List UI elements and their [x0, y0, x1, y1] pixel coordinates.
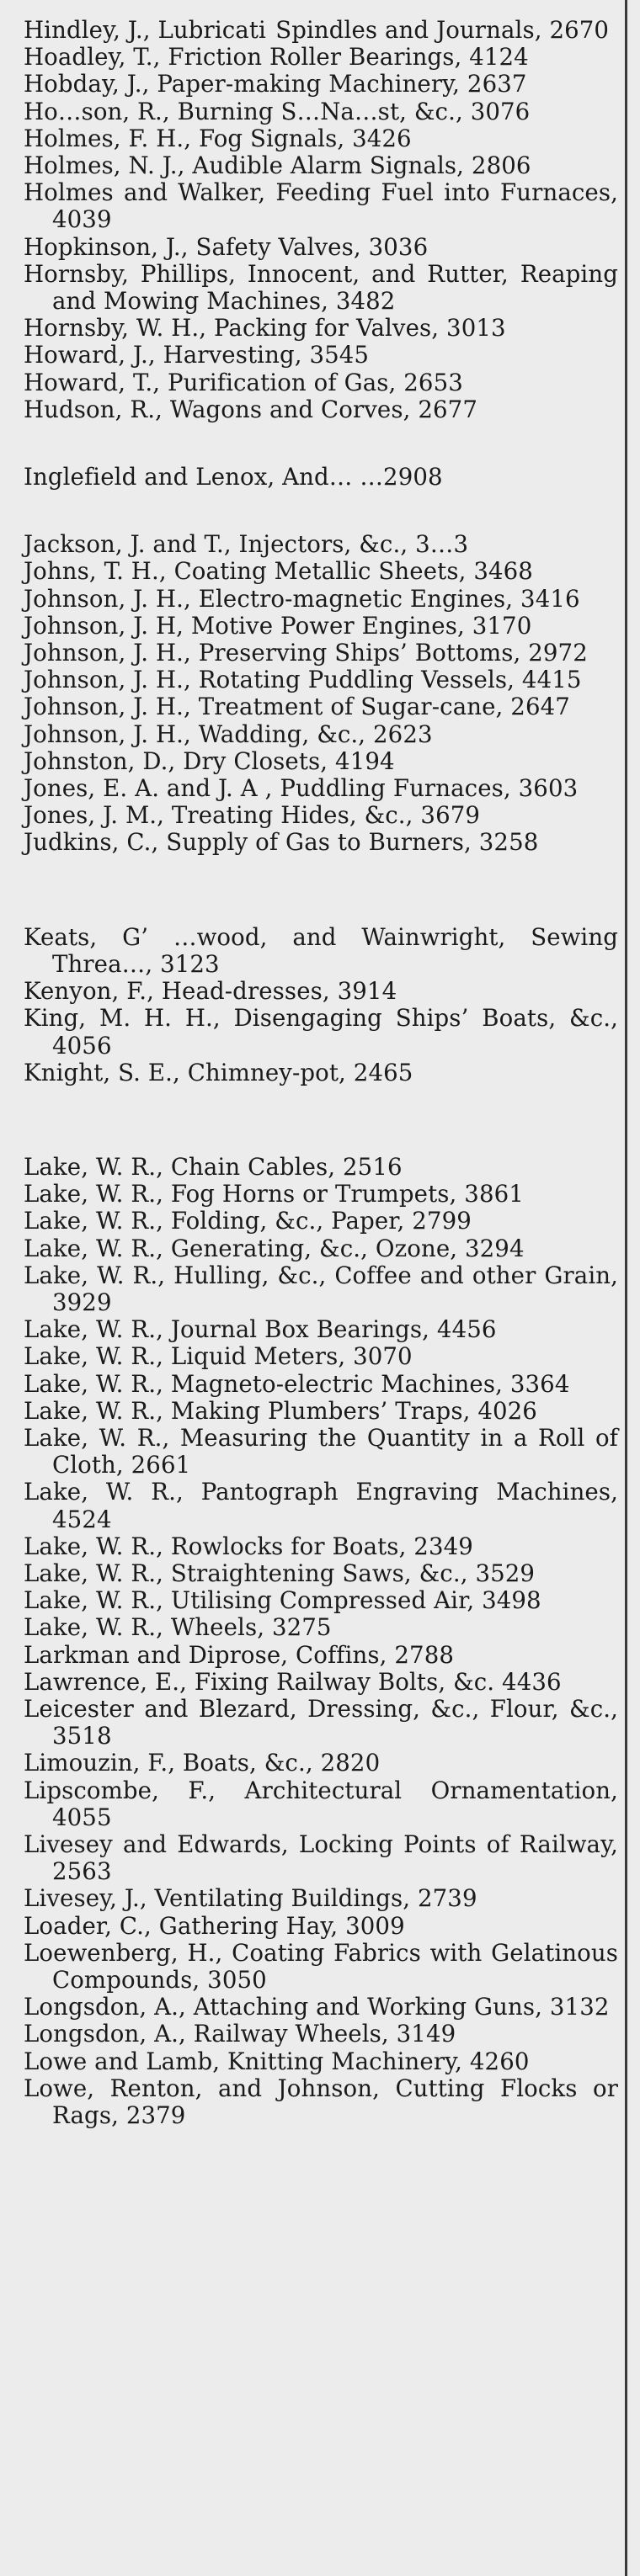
index-entry: Lake, W. R., Measuring the Quantity in a Roll of Cloth, 2661	[24, 1423, 618, 1479]
section-gap	[24, 857, 618, 924]
index-entry: Lake, W. R., Making Plumbers’ Traps, 4026	[24, 1396, 537, 1425]
index-entry: Lake, W. R., Journal Box Bearings, 4456	[24, 1315, 497, 1344]
index-entry: Jones, J. M., Treating Hides, &c., 3679	[24, 801, 481, 830]
index-entry: Hoadley, T., Friction Roller Bearings, 4124	[24, 43, 529, 72]
index-entry: Limouzin, F., Boats, &c., 2820	[24, 1749, 381, 1777]
index-entry: Holmes, F. H., Fog Signals, 3426	[24, 124, 412, 152]
index-entry: Jones, E. A. and J. A , Puddling Furnaces, 3603	[24, 774, 579, 803]
index-entry: Holmes, N. J., Audible Alarm Signals, 2806	[24, 151, 531, 180]
index-entry: Lake, W. R., Magneto-electric Machines, 3364	[24, 1369, 570, 1398]
index-entry: Lake, W. R., Rowlocks for Boats, 2349	[24, 1532, 473, 1560]
index-entry: Inglefield and Lenox, And… …2908	[24, 463, 443, 491]
section-gap	[24, 491, 618, 531]
index-entry: Judkins, C., Supply of Gas to Burners, 3258	[24, 828, 539, 857]
index-entry: Lake, W. R., Wheels, 3275	[24, 1613, 332, 1642]
index-entry: Loewenberg, H., Coating Fabrics with Gelatinous Compounds, 3050	[24, 1938, 618, 1994]
index-entry: Howard, T., Purification of Gas, 2653	[24, 368, 463, 396]
index-entry: Johns, T. H., Coating Metallic Sheets, 3468	[24, 557, 533, 586]
index-entry: Kenyon, F., Head-dresses, 3914	[24, 977, 397, 1006]
index-entry: Hobday, J., Paper-making Machinery, 2637	[24, 70, 527, 98]
index-entry: Lake, W. R., Fog Horns or Trumpets, 3861	[24, 1180, 524, 1208]
index-entry: Livesey, J., Ventilating Buildings, 2739	[24, 1884, 477, 1913]
index-entry: Larkman and Diprose, Coffins, 2788	[24, 1640, 455, 1669]
index-entry: Hindley, J., Lubricati Spindles and Journals, 2670	[24, 16, 610, 44]
index-entry: Livesey and Edwards, Locking Points of Railway, 2563	[24, 1830, 618, 1886]
index-entry: Lowe and Lamb, Knitting Machinery, 4260	[24, 2047, 530, 2075]
index-entry: Hornsby, W. H., Packing for Valves, 3013	[24, 314, 506, 343]
index-entry: Ho…son, R., Burning S…Na…st, &c., 3076	[24, 97, 531, 125]
index-entry: Leicester and Blezard, Dressing, &c., Flour, &c., 3518	[24, 1694, 618, 1750]
index-entry: Longsdon, A., Attaching and Working Guns, 3132	[24, 1993, 610, 2021]
index-entry: Johnston, D., Dry Closets, 4194	[24, 746, 395, 775]
index-entry: Lipscombe, F., Architectural Ornamentation, 4055	[24, 1776, 618, 1831]
index-entry: Longsdon, A., Railway Wheels, 3149	[24, 2020, 456, 2048]
index-entry: Lake, W. R., Generating, &c., Ozone, 3294	[24, 1234, 525, 1262]
index-entry: Howard, J., Harvesting, 3545	[24, 341, 370, 369]
index-entry: Johnson, J. H., Wadding, &c., 2623	[24, 720, 433, 748]
index-entry: Jackson, J. and T., Injectors, &c., 3…3	[24, 530, 469, 559]
index-entry: Johnson, J. H., Treatment of Sugar-cane, 2647	[24, 693, 570, 721]
index-entry: Lawrence, E., Fixing Railway Bolts, &c. 4436	[24, 1667, 562, 1696]
page-edge-rule	[625, 0, 627, 2576]
index-entry: Hopkinson, J., Safety Valves, 3036	[24, 232, 429, 261]
index-entry: Johnson, J. H., Rotating Puddling Vessels, 4415	[24, 666, 582, 694]
index-entry: Johnson, J. H, Motive Power Engines, 3170	[24, 611, 532, 640]
index-entry: Johnson, J. H., Preserving Ships’ Bottoms, 2972	[24, 639, 588, 667]
index-entry: Hudson, R., Wagons and Corves, 2677	[24, 395, 477, 423]
section-gap	[24, 1086, 618, 1154]
index-entry: Lake, W. R., Straightening Saws, &c., 3529	[24, 1559, 536, 1587]
index-entry: Lake, W. R., Chain Cables, 2516	[24, 1152, 403, 1181]
index-entry: Knight, S. E., Chimney-pot, 2465	[24, 1058, 413, 1086]
index-entry: Lake, W. R., Utilising Compressed Air, 3498	[24, 1586, 541, 1615]
index-entry: Lowe, Renton, and Johnson, Cutting Flocks or Rags, 2379	[24, 2074, 618, 2130]
index-entry: Lake, W. R., Pantograph Engraving Machines, 4524	[24, 1478, 618, 1533]
index-entry: Keats, G’ …wood, and Wainwright, Sewing Threa…, 3123	[24, 922, 618, 978]
index-column	[24, 17, 618, 2129]
index-entry: Lake, W. R., Hulling, &c., Coffee and other Grain, 3929	[24, 1261, 618, 1316]
index-entry: Johnson, J. H., Electro-magnetic Engines, 3416	[24, 584, 580, 613]
index-entry: Lake, W. R., Liquid Meters, 3070	[24, 1342, 413, 1371]
index-entry: Hornsby, Phillips, Innocent, and Rutter, Reaping and Mowing Machines, 3482	[24, 259, 618, 316]
index-entry: Lake, W. R., Folding, &c., Paper, 2799	[24, 1207, 472, 1235]
index-entry: Loader, C., Gathering Hay, 3009	[24, 1911, 405, 1940]
index-entry: King, M. H. H., Disengaging Ships’ Boats, &c., 4056	[24, 1004, 618, 1060]
section-gap	[24, 423, 618, 464]
index-entry: Holmes and Walker, Feeding Fuel into Furnaces, 4039	[24, 178, 618, 234]
